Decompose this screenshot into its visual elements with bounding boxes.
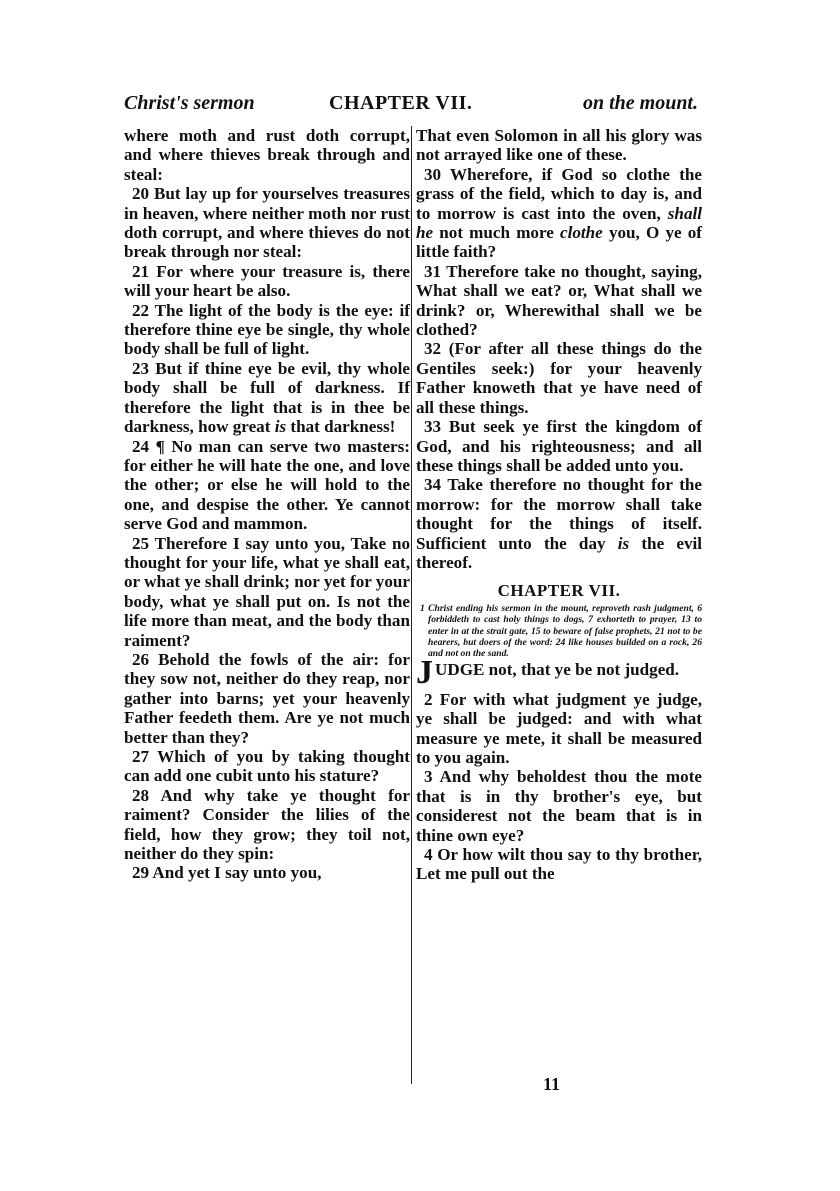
left-column <box>124 126 410 883</box>
page-number: 11 <box>543 1074 561 1094</box>
verse-32: 32 (For after all these things do the Gentiles seek:) for your heavenly Father knoweth that ye have need of all these things. <box>416 339 702 417</box>
verse-20: 20 But lay up for yourselves treasures in heaven, where neither moth nor rust doth corrupt, and where thieves do not break through nor steal: <box>124 184 410 262</box>
verse-22: 22 The light of the body is the eye: if therefore thine eye be single, thy whole body shall be full of light. <box>124 300 410 359</box>
chapter-heading: CHAPTER VII. <box>497 581 621 601</box>
header-left: Christ's sermon <box>124 92 255 114</box>
chapter-summary: 1 Christ ending his sermon in the mount, reproveth rash judgment, 6 forbiddeth to cast holy things to dogs, 7 exhorteth to prayer, 13 to enter in at the strait gate, 15 to beware of false prophets, 21 not to be hearers, but doers of the word: 24 like houses builded on a rock, 26 and not on the sand. <box>420 602 702 660</box>
verse-4: 4 Or how wilt thou say to thy brother, Let me pull out the <box>416 845 702 884</box>
header-right: on the mount. <box>582 92 698 114</box>
verse-24: 24 ¶ No man can serve two masters: for either he will hate the one, and love the other; or else he will hold to the one, and despise the other. Ye cannot serve God and mammon. <box>124 436 410 534</box>
verse-31: 31 Therefore take no thought, saying, What shall we eat? or, What shall we drink? or, Wherewithal shall we be clothed? <box>416 261 702 340</box>
running-header <box>124 92 698 122</box>
verse-33: 33 But seek ye first the kingdom of God, and his righteousness; and all these things shall be added unto you. <box>416 417 702 475</box>
verse-29-continuation: That even Solomon in all his glory was not arrayed like one of these. <box>416 126 702 165</box>
verse-28: 28 And why take ye thought for raiment? Consider the lilies of the field, how they grow; they toil not, neither do they spin: <box>124 785 410 864</box>
verse-19-continuation: where moth and rust doth corrupt, and where thieves break through and steal: <box>124 126 410 184</box>
drop-cap: J <box>416 653 433 691</box>
verse-30: 30 Wherefore, if God so clothe the grass of the field, which to day is, and to morrow is cast into the oven, shall he not much more clothe you, O ye of little faith? <box>416 164 702 262</box>
verse-3: 3 And why beholdest thou the mote that is in thy brother's eye, but considerest not the beam that is in thine own eye? <box>416 767 702 845</box>
verse-23: 23 But if thine eye be evil, thy whole body shall be full of darkness. If therefore the light that is in thee be darkness, how great is that darkness! <box>124 358 410 437</box>
column-divider <box>411 126 412 1084</box>
verse-27: 27 Which of you by taking thought can add one cubit unto his stature? <box>124 747 410 786</box>
verse-29: 29 And yet I say unto you, <box>132 863 322 883</box>
right-column <box>416 126 702 884</box>
verse-26: 26 Behold the fowls of the air: for they sow not, neither do they reap, nor gather into barns; yet your heavenly Father feedeth them. Are ye not much better than they? <box>124 649 410 747</box>
header-chapter: CHAPTER VII. <box>329 92 473 114</box>
verse-2: 2 For with what judgment ye judge, ye shall be judged: and with what measure ye mete, it shall be measured to you again. <box>416 689 702 767</box>
verse-25: 25 Therefore I say unto you, Take no thought for your life, what ye shall eat, or what ye shall drink; nor yet for your body, what ye shall put on. Is not the life more than meat, and the body than raiment? <box>124 533 410 650</box>
verse-21: 21 For where your treasure is, there will your heart be also. <box>124 261 410 301</box>
verse-34: 34 Take therefore no thought for the morrow: for the morrow shall take thought for the things of itself. Sufficient unto the day is the evil thereof. <box>416 475 702 572</box>
verse-1: JUDGE not, that ye be not judged. <box>416 653 680 691</box>
